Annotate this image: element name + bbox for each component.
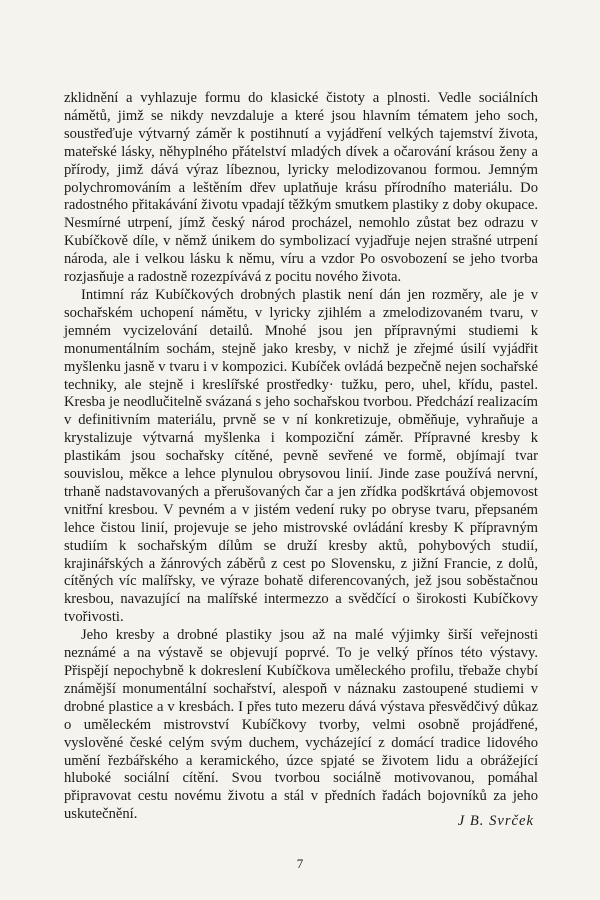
body-text xyxy=(64,90,538,824)
page-number: 7 xyxy=(296,856,304,871)
paragraph-1: zklidnění a vyhlazuje formu do klasické čistoty a plnosti. Vedle sociálních námětů, jimž se nikdy nevzdaluje a které jsou hlavním tématem jeho soch, soustřeďuje výtvarný záměr k postihnutí a vyjádření velkých tajemství života, mateřské lásky, něhyplného přátelství mladých dívek a očarování krásou ženy a přírody, jimž dává výraz líbeznou, lyricky melodizovanou formou. Jemným polychromováním a leštěním dřev uplatňuje krásu přírodního materiálu. Do radostného přitakávání životu vpadají těžkým smutkem plastiky z doby okupace. Nesmírné utrpení, jímž český národ procházel, nemohlo zůstat bez odrazu v Kubíčkově díle, v němž únikem do symbolizací vyjadřuje nejen strašné utrpení národa, ale i velkou lásku k němu, víru a vzdor Po osvobození se jeho tvorba rozjasňuje a radostně rozezpívává z pocitu nového života. xyxy=(64,90,538,286)
paragraph-3: Jeho kresby a drobné plastiky jsou až na malé výjimky širší veřejnosti neznámé a na výstavě se objevují poprvé. To je velký přínos této výstavy. Přispějí nepochybně k dokreslení Kubíčkova uměleckého profilu, třebaže chybí známější monumentální sochařství, alespoň v náznaku zastoupené studiemi v drobné plastice a v kresbách. I přes tuto mezeru dává výstava přesvědčivý důkaz o uměleckém mistrovství Kubíčkovy tvorby, velmi osobně projádřené, vyslověné české celým svým duchem, vycházející z domácí tradice lidového umění řezbářského a keramického, úzce spjaté se životem lidu a obrážející hluboké sociální cítění. Svou tvorbou sociálně motivovanou, pomáhal připravovat cestu novému životu a stál v předních řadách bojovníků za jeho uskutečnění. xyxy=(64,627,538,823)
author-signature: J B. Svrček xyxy=(457,813,534,829)
paragraph-2: Intimní ráz Kubíčkových drobných plastik není dán jen rozměry, ale je v sochařském uchopení námětu, v lyricky zjihlém a zmelodizovaném tvaru, v jemném vycizelování detailů. Mnohé jsou jen přípravnými studiemi k monumentálním sochám, stejně jako kresby, v nichž je zřejmé úsilí vyjádřit myšlenku jasně v tvaru i v kompozici. Kubíček ovládá bezpečně nejen sochařské techniky, ale stejně i kreslířské prostředky· tužku, pero, uhel, křídu, pastel. Kresba je neodlučitelně svázaná s jeho sochařskou tvorbou. Předchází realizacím v definitivním materiálu, prvně se v ní konkretizuje, obměňuje, vyhraňuje a krystalizuje výtvarná myšlenka i kompoziční záměr. Přípravné kresby k plastikám jsou sochařsky cítěné, pevně sevřené ve formě, objímají tvar souvislou, měkce a lehce plynulou obrysovou linií. Jinde zase používá nervní, trhaně nadstavovaných a přerušovaných čar a jen zřídka podškrtává objemovost vnitřní kresbou. V pevném a v jistém vedení ruky po obryse tvaru, přepsaném lehce čistou linií, projevuje se jeho mistrovské ovládání kresby K přípravným studiím k sochařským dílům se druží kresby aktů, pohybových studií, krajinářských a žánrových záběrů z cest po Slovensku, z jižní Francie, z dolů, cítěných víc malířsky, ve výraze bohatě diferencovaných, jež jsou soběstačnou kresbou, navazující na malířské intermezzo a svědčící o širokosti Kubíčkovy tvořivosti. xyxy=(64,286,538,626)
